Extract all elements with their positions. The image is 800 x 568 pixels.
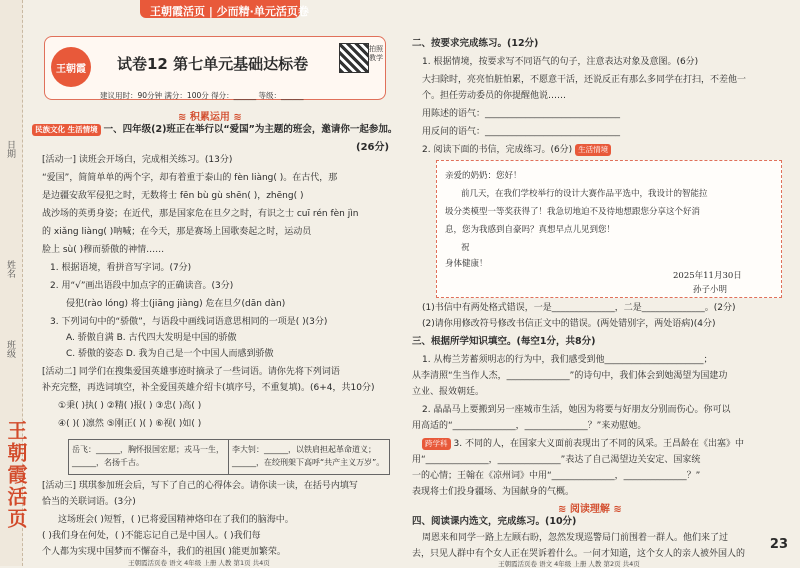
left-footer: 王朝霞活页卷 语文 4年级 上册 人教 第1页 共4页	[128, 559, 270, 567]
right-page	[408, 18, 796, 568]
knowledge-1b: 从李清照“生当作人杰，______________”的诗句中，我们体会到她渴望为国建功	[412, 371, 728, 381]
reflection-line-3: 个人都为实现中国梦而不懈奋斗，我们的祖国( )能更加繁荣。	[42, 547, 286, 557]
knowledge-3c: 一的心情；王翰在《凉州词》中用“______________，______________？”	[412, 471, 701, 481]
hero-card-lidazhao: 李大钊：______，以铁肩担起革命道义；______，在绞刑架下高呼“共产主义万岁”。	[232, 445, 385, 467]
reading-line-2: 去，只见人群中有个女人正在哭诉着什么。一问才知道，这个女人的亲人被外国人的	[412, 549, 746, 559]
binding-class-label: 班级	[5, 340, 15, 358]
section-heading-accumulate: ≋ 积累运用 ≋	[178, 112, 242, 123]
activity-1: [活动一] 读班会开场白，完成相关练习。(13分)	[42, 155, 233, 165]
scenario-line-2: 个。担任劳动委员的你提醒他说……	[422, 91, 567, 101]
page-title: 试卷12 第七单元基础达标卷	[117, 55, 309, 73]
letter-box	[436, 160, 782, 298]
sub-question-3-options-ab: A. 骄傲自满 B. 古代四大发明是中国的骄傲	[66, 333, 237, 343]
section-heading-reading: ≋ 阅读理解 ≋	[558, 504, 622, 515]
letter-question-1: (1)书信中有两处格式错误，一是______________，二是______________。(2分)	[422, 303, 736, 313]
letter-tag: 生活情境	[575, 144, 611, 156]
reading-line-1: 周恩来和同学一路上左顾右盼，忽然发现巡警局门前围着一群人。他们来了过	[422, 533, 729, 543]
sub-question-3-options-cd: C. 骄傲的姿态 D. 我为自己是一个中国人而感到骄傲	[66, 349, 274, 359]
page-number: 23	[769, 537, 788, 552]
letter-body-3: 息，您为我感到自豪吗？真想早点儿见到您！	[445, 225, 616, 235]
question-1: 民族文化 生活情境 一、四年级(2)班正在举行以“爱国”为主题的班会，邀请你一起参加。	[32, 124, 397, 136]
passage-line-3: 战沙场的英勇身姿；在近代，那是国家危在旦夕之时，有识之士 cuī rén fèn jìn	[42, 209, 359, 219]
reflection-line-1: 这场班会( )短暂，( )已将爱国精神烙印在了我们的脑海中。	[58, 515, 294, 525]
activity-2: [活动二] 同学们在搜集爱国英雄事迹时摘录了一些词语。请你先将下列词语	[42, 367, 340, 377]
scenario-line-1: 大扫除时，亮亮怕脏怕累，不愿意干活，还说反正有那么多同学在打扫，不差他一	[422, 75, 747, 85]
letter-greeting: 亲爱的奶奶：您好！	[445, 171, 522, 181]
knowledge-3b: 用“______________，______________”表达了自己渴望边关安定、国家统	[412, 455, 701, 465]
passage-line-1: “爱国”，简简单单的两个字，却有着重于泰山的 fèn liàng( )。在古代，那	[42, 173, 338, 183]
question-3: 三、根据所学知识填空。(每空1分，共8分)	[412, 336, 596, 347]
sub-question-2-options: 侵犯(rào lóng) 将士(jiāng jiàng) 危在旦夕(dān dàn)	[66, 299, 286, 309]
left-page	[28, 18, 400, 567]
letter-body-2: 圾分类模型一等奖获得了！我急切地迫不及待地想跟您分享这个好消	[445, 207, 701, 217]
letter-body-1: 前几天，在我们学校举行的设计大赛作品平选中，我设计的智能拉	[461, 189, 708, 199]
sub-question-2: 2. 用“√”画出语段中加点字的正确读音。(3分)	[50, 281, 234, 291]
question-2-item-2: 2. 阅读下面的书信，完成练习。(6分) 生活情境	[422, 144, 614, 156]
question-4: 四、阅读课内选文，完成练习。(10分)	[412, 516, 577, 527]
binding-name-label: 姓名	[5, 260, 15, 278]
binding-date-label: 日期	[5, 140, 15, 158]
rhetorical-answer-line[interactable]: 用反问的语气：______________________________	[422, 127, 621, 137]
knowledge-2: 2. 晶晶马上要搬到另一座城市生活，她因为将要与好朋友分别而伤心。你可以	[422, 405, 731, 415]
knowledge-2b: 用高适的“______________，______________？”来劝慰她。	[412, 421, 647, 431]
brand-logo: 王朝霞	[51, 47, 91, 87]
activity-3: [活动三] 琪琪参加班会后，写下了自己的心得体会。请你读一读，在括号内填写	[42, 481, 358, 491]
activity-3-continued: 恰当的关联词语。(3分)	[42, 497, 136, 507]
right-footer: 王朝霞活页卷 语文 4年级 上册 人教 第2页 共4页	[498, 560, 640, 568]
hero-card-table	[68, 439, 390, 475]
knowledge-3: 跨学科 3. 不同的人，在国家大义面前表现出了不同的风采。王昌龄在《出塞》中	[422, 438, 744, 450]
exam-meta: 建议用时：90分钟 满分：100分 得分：______ 等级：______	[100, 91, 304, 100]
knowledge-1c: 立业、报效朝廷。	[412, 387, 485, 397]
reflection-line-2: ( )我们身在何处，( )不能忘记自己是中国人。( )我们每	[42, 531, 261, 541]
word-fill-row-2: ④( )( )凛然 ⑤刚正( )( ) ⑥视( )如( )	[58, 419, 202, 429]
letter-wish: 祝	[461, 243, 470, 253]
sub-question-3: 3. 下列词句中的“骄傲”，与语段中画线词语意思相同的一项是( )(3分)	[50, 317, 328, 327]
banner-text: 王朝霞活页 | 少而精·单元活页卷	[150, 5, 309, 18]
passage-line-4: 的 xiǎng liàng( )呐喊；在今天，那是赛场上国歌奏起之时，运动员	[42, 227, 312, 237]
activity-2-continued: 补充完整，再选词填空，补全爱国英雄介绍卡(填序号，不重复填)。(6+4，共10分)	[42, 383, 375, 393]
passage-line-2: 是边疆安敌军侵犯之时，无数将士 fēn bù gù shēn( )，zhēng( )	[42, 191, 304, 201]
knowledge-3-tag: 跨学科	[422, 438, 451, 450]
qr-label: 拍照教学	[369, 45, 383, 62]
question-2-item-1: 1. 根据情境，按要求写不同语气的句子，注意表达对象及意图。(6分)	[422, 57, 699, 67]
knowledge-3d: 表现将士们投身疆场、为国献身的气概。	[412, 487, 575, 497]
declarative-answer-line[interactable]: 用陈述的语气：______________________________	[422, 109, 621, 119]
brand-vertical: 王朝霞活页	[4, 420, 28, 530]
question-2: 二、按要求完成练习。(12分)	[412, 38, 539, 49]
question-1-tag: 民族文化 生活情境	[32, 124, 101, 136]
hero-card-yuefei: 岳飞：______，胸怀报国宏愿；戎马一生，______，名扬千古。	[69, 440, 229, 474]
letter-question-2: (2)请你用修改符号修改书信正文中的错误。(两处错别字，两处语病)(4分)	[422, 319, 716, 329]
knowledge-1: 1. 从梅兰芳蓄须明志的行为中，我们感受到他______________________；	[422, 355, 713, 365]
qr-code-icon[interactable]	[339, 43, 369, 73]
sub-question-1: 1. 根据语境，看拼音写字词。(7分)	[50, 263, 192, 273]
passage-line-5: 脸上 sù( )穆而骄傲的神情……	[42, 245, 165, 255]
letter-signature: 孙子小明	[693, 285, 728, 295]
letter-health: 身体健康！	[445, 259, 488, 269]
letter-date: 2025年11月30日	[673, 271, 742, 281]
word-fill-row-1: ①秉( )执( ) ②精( )报( ) ③忠( )高( )	[58, 401, 202, 411]
question-1-score: (26分)	[356, 142, 390, 153]
